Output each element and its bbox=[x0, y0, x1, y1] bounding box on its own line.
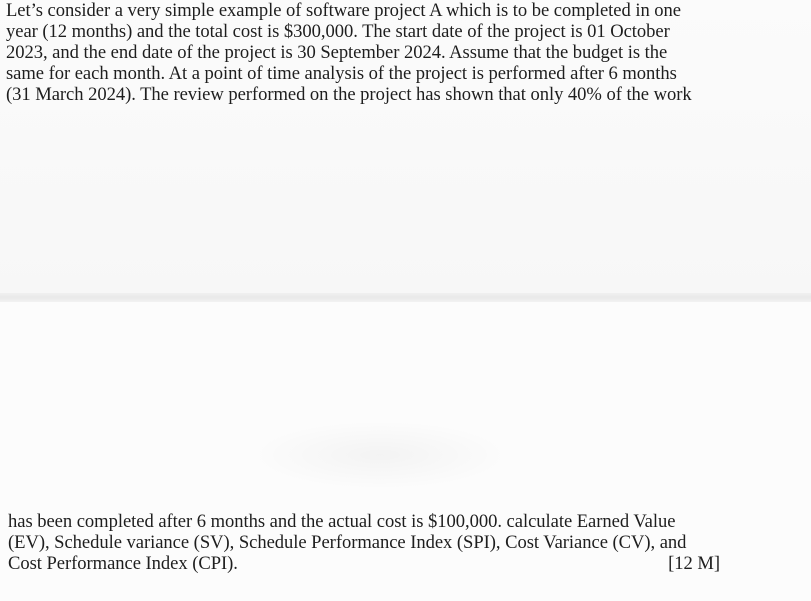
question-line: (EV), Schedule variance (SV), Schedule Performance Index (SPI), Cost Variance (CV), and bbox=[8, 532, 687, 553]
question-last-line bbox=[8, 553, 720, 574]
question-line: 2023, and the end date of the project is 30 September 2024. Assume that the budget is the bbox=[6, 42, 668, 63]
question-paragraph-part-2 bbox=[8, 511, 768, 574]
question-line: year (12 months) and the total cost is $300,000. The start date of the project is 01 October bbox=[6, 21, 670, 42]
marks-label: [12 M] bbox=[668, 553, 720, 574]
question-line: (31 March 2024). The review performed on the project has shown that only 40% of the work bbox=[6, 84, 692, 105]
paper-fold-shadow bbox=[0, 293, 811, 302]
bleed-through-smudge bbox=[250, 420, 510, 490]
question-line: same for each month. At a point of time analysis of the project is performed after 6 months bbox=[6, 63, 677, 84]
question-line: has been completed after 6 months and the actual cost is $100,000. calculate Earned Value bbox=[8, 511, 676, 532]
question-paragraph-part-1 bbox=[6, 0, 766, 105]
question-line: Let’s consider a very simple example of software project A which is to be completed in one bbox=[6, 0, 682, 21]
question-line: Cost Performance Index (CPI). bbox=[8, 553, 238, 574]
